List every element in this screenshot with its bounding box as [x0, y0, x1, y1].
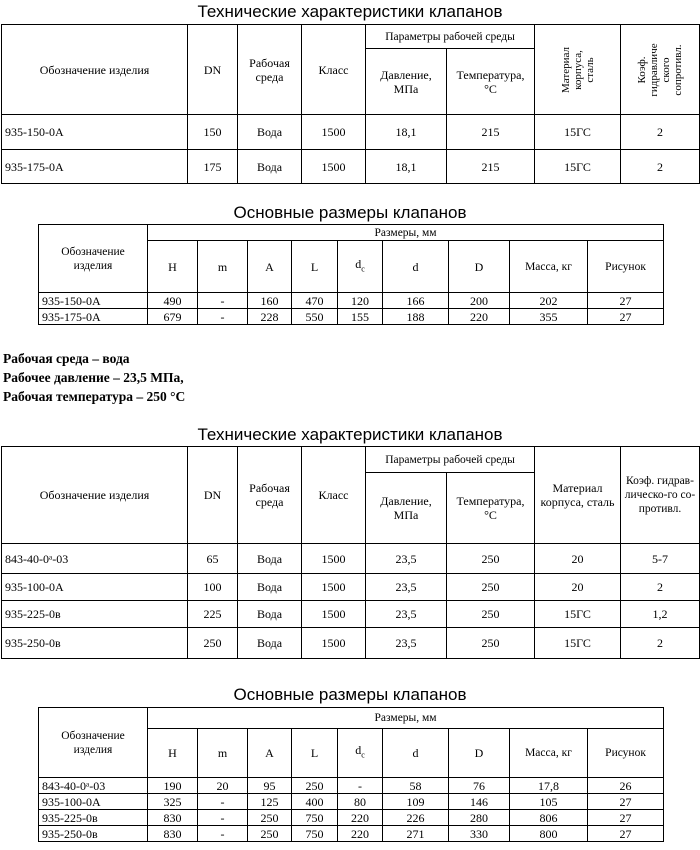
- header-medium: Рабочая среда: [238, 25, 302, 115]
- note-pressure: Рабочее давление – 23,5 МПа,: [3, 370, 184, 385]
- col-d: d: [383, 241, 449, 293]
- col-m: m: [198, 241, 248, 293]
- note-temperature: Рабочая температура – 250 °С: [3, 389, 186, 404]
- table-row: 935-150-0А 150 Вода 1500 18,1 215 15ГС 2: [2, 115, 700, 150]
- table-row: 935-150-0А 490 - 160 470 120 166 200 202 27: [39, 293, 664, 309]
- header-designation: Обозначение изделия: [2, 447, 188, 544]
- table2-title: Основные размеры клапанов: [233, 203, 467, 222]
- table-row: 935-250-0в 830 - 250 750 220 271 330 800 27: [39, 826, 664, 842]
- header-params: Параметры рабочей среды: [366, 447, 535, 473]
- table3-title: Технические характеристики клапанов: [197, 425, 503, 444]
- sizes-table-2: [38, 707, 664, 842]
- col-figure: Рисунок: [588, 241, 664, 293]
- col-mass: Масса, кг: [510, 241, 588, 293]
- header-params: Параметры рабочей среды: [366, 25, 535, 49]
- header-dn: DN: [188, 447, 238, 544]
- header-coef-text: Коэф. гидравличе ского сопротивл.: [636, 42, 684, 97]
- table-row: 935-100-0А 100 Вода 1500 23,5 250 20 2: [2, 574, 700, 601]
- header-material: Материал корпуса, сталь: [535, 447, 621, 544]
- col-h: H: [148, 241, 198, 293]
- table-row: 935-100-0А 325 - 125 400 80 109 146 105 27: [39, 794, 664, 810]
- tech-table-2: [1, 446, 700, 659]
- header-dn: DN: [188, 25, 238, 115]
- col-dc: $d_с$: [338, 729, 383, 778]
- header-class: Класс: [302, 25, 366, 115]
- col-a: A: [248, 241, 292, 293]
- col-mass: Масса, кг: [510, 729, 588, 778]
- header-temperature: Температура, °С: [447, 49, 535, 115]
- header-class: Класс: [302, 447, 366, 544]
- header-sizes: Размеры, мм: [148, 225, 664, 241]
- table1-title: Технические характеристики клапанов: [197, 2, 503, 21]
- table-row: 935-175-0А 679 - 228 550 155 188 220 355 27: [39, 309, 664, 325]
- table-row: 935-225-0в 830 - 250 750 220 226 280 806 27: [39, 810, 664, 826]
- header-material: [535, 25, 621, 115]
- header-medium: Рабочая среда: [238, 447, 302, 544]
- col-figure: Рисунок: [588, 729, 664, 778]
- col-m: m: [198, 729, 248, 778]
- header-pressure: Давление, МПа: [366, 49, 447, 115]
- table-row: 935-250-0в 250 Вода 1500 23,5 250 15ГС 2: [2, 628, 700, 659]
- header-pressure: Давление, МПа: [366, 473, 447, 544]
- table-row: 843-40-0ᵃ-03 190 20 95 250 - 58 76 17,8 26: [39, 778, 664, 794]
- header-designation: Обозначение изделия: [39, 225, 148, 293]
- table-row: 935-225-0в 225 Вода 1500 23,5 250 15ГС 1,2: [2, 601, 700, 628]
- header-sizes: Размеры, мм: [148, 708, 664, 729]
- col-d-outer: D: [449, 729, 510, 778]
- col-h: H: [148, 729, 198, 778]
- col-d-outer: D: [449, 241, 510, 293]
- header-coef: Коэф. гидрав-лическо-го со-противл.: [621, 447, 700, 544]
- col-d: d: [383, 729, 449, 778]
- header-material-text: Материал корпуса, сталь: [559, 46, 596, 93]
- col-a: A: [248, 729, 292, 778]
- header-temperature: Температура, °С: [447, 473, 535, 544]
- note-medium: Рабочая среда – вода: [3, 351, 130, 366]
- table-row: 843-40-0ᵃ-03 65 Вода 1500 23,5 250 20 5-7: [2, 544, 700, 574]
- table-row: 935-175-0А 175 Вода 1500 18,1 215 15ГС 2: [2, 150, 700, 184]
- header-designation: Обозначение изделия: [39, 708, 148, 778]
- header-coef: [621, 25, 700, 115]
- col-l: L: [292, 241, 338, 293]
- tech-table-1: [1, 24, 700, 184]
- sizes-table-1: [38, 224, 664, 325]
- table4-title: Основные размеры клапанов: [233, 685, 467, 704]
- col-dc: $d_с$: [338, 241, 383, 293]
- working-conditions-notes: [3, 349, 185, 406]
- header-designation: Обозначение изделия: [2, 25, 188, 115]
- col-l: L: [292, 729, 338, 778]
